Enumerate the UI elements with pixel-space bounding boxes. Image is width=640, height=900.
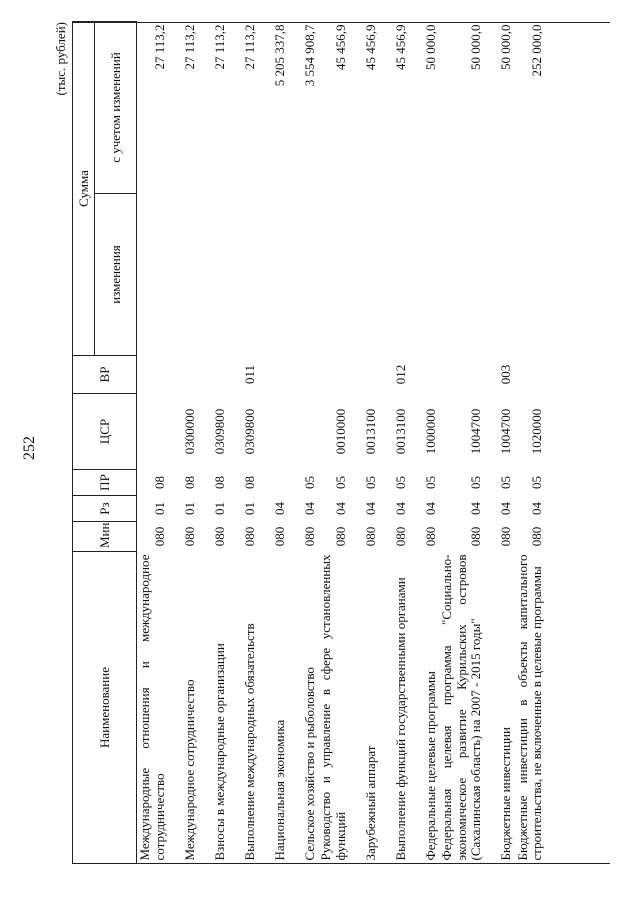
row-pr [258,470,288,496]
header-name: Наименование [73,552,137,864]
row-min: 080 [301,526,317,547]
header-with-change: с учетом изменений [95,22,137,194]
row-vr [258,356,288,394]
row-with-change: 50 000,0 [468,24,483,70]
row-rz: 04 [271,502,287,515]
row-with-change: 27 113,2 [241,24,257,70]
row-name: Взносы в международные организации [211,643,227,861]
row-csr: 0013100 [392,408,408,455]
row-vr: 012 [392,364,408,385]
row-min: 080 [362,526,378,547]
row-name: Зарубежный аппарат [362,745,378,861]
budget-table [72,21,546,864]
row-rz: 04 [332,502,348,515]
row-csr: 0010000 [332,408,348,455]
table-row [439,22,485,864]
row-change [409,194,439,356]
row-min: 080 [271,526,287,547]
header-rz: Рз [73,496,137,522]
row-vr [198,356,228,394]
table-row [515,22,546,864]
row-csr [288,394,318,470]
table-row [198,22,228,864]
row-min: 080 [468,526,483,547]
row-min: 080 [151,526,167,547]
row-rz: 04 [529,502,544,515]
row-with-change: 45 456,9 [392,24,408,70]
row-min: 080 [392,526,408,547]
row-name: Бюджетные инвестиции [498,727,513,861]
row-min: 080 [498,526,513,547]
row-rz: 04 [468,502,483,515]
row-csr: 0309800 [211,408,227,455]
row-pr: 05 [529,476,544,489]
row-with-change: 252 000,0 [529,24,544,77]
row-with-change: 3 554 908,7 [301,24,317,87]
row-csr: 0013100 [362,408,378,455]
row-vr [318,356,349,394]
header-min: Мин [73,522,137,552]
row-name: Руководство и управление в сфере установленных функций [318,554,348,861]
row-pr: 05 [392,476,408,489]
header-csr: ЦСР [73,394,137,470]
row-with-change: 50 000,0 [422,24,438,70]
row-with-change: 45 456,9 [362,24,378,70]
row-pr: 05 [301,476,317,489]
row-with-change: 27 113,2 [181,24,197,70]
row-vr: 003 [498,364,513,385]
table-row [228,22,258,864]
header-vr: ВР [73,356,137,394]
header-sum: Сумма [73,22,95,356]
row-change [439,194,485,356]
row-change [168,194,198,356]
row-vr [409,356,439,394]
row-pr: 05 [332,476,348,489]
row-rz: 01 [211,502,227,515]
row-vr: 011 [241,364,257,385]
row-rz: 01 [241,502,257,515]
row-rz: 04 [498,502,513,515]
row-name: Международное сотрудничество [181,679,197,861]
row-vr [439,356,485,394]
row-rz: 01 [181,502,197,515]
row-rz: 04 [392,502,408,515]
row-csr: 1000000 [422,408,438,455]
table-row [137,22,169,864]
row-csr: 0309800 [241,408,257,455]
table-row [318,22,349,864]
row-vr [137,356,169,394]
row-vr [515,356,546,394]
row-name: Международные отношения и международное сотрудничество [137,554,167,861]
row-change [198,194,228,356]
table-row [485,22,515,864]
row-rz: 04 [362,502,378,515]
row-pr: 05 [468,476,483,489]
row-csr [258,394,288,470]
row-with-change: 27 113,2 [151,24,167,70]
row-vr [288,356,318,394]
row-csr: 1004700 [498,408,513,455]
row-min: 080 [332,526,348,547]
row-change [228,194,258,356]
row-csr [137,394,169,470]
row-change [515,194,546,356]
table-row [258,22,288,864]
page-number: 252 [21,436,38,460]
row-rz: 04 [422,502,438,515]
row-with-change: 45 456,9 [332,24,348,70]
row-pr: 05 [362,476,378,489]
row-name: Бюджетные инвестиции в объекты капитального строительства, не включенные в целевые программы [514,554,544,861]
row-pr: 08 [151,476,167,489]
table-row [168,22,198,864]
row-csr: 0300000 [181,408,197,455]
row-pr: 05 [498,476,513,489]
row-name: Сельское хозяйство и рыболовство [301,667,317,861]
header-pr: ПР [73,470,137,496]
row-vr [349,356,379,394]
row-change [349,194,379,356]
row-vr [168,356,198,394]
row-min: 080 [181,526,197,547]
row-min: 080 [211,526,227,547]
row-change [258,194,288,356]
row-name: Федеральные целевые программы [422,671,438,861]
row-rz: 04 [301,502,317,515]
row-name: Выполнение международных обязательств [241,623,257,861]
row-change [318,194,349,356]
row-pr: 08 [181,476,197,489]
unit-note: (тыс. рублей) [53,22,68,96]
row-with-change: 27 113,2 [211,24,227,70]
row-pr: 05 [422,476,438,489]
row-change [379,194,409,356]
row-pr: 08 [211,476,227,489]
row-change [288,194,318,356]
row-name: Национальная экономика [271,719,287,861]
row-name: Федеральная целевая программа "Социально-экономическое развитие Курильских островов (Сахалинская область) на 2007 - 2015 годы" [439,554,483,861]
table-row [409,22,439,864]
row-csr: 1004700 [468,408,483,455]
row-min: 080 [241,526,257,547]
row-min: 080 [422,526,438,547]
row-csr: 1020000 [529,408,544,455]
row-change [485,194,515,356]
rotated-page-content [50,12,610,872]
row-change [137,194,169,356]
row-pr: 08 [241,476,257,489]
row-name: Выполнение функций государственными органами [392,577,408,861]
row-rz: 01 [151,502,167,515]
table-row [379,22,409,864]
table-row [288,22,318,864]
table-row [349,22,379,864]
row-min: 080 [529,526,544,547]
row-with-change: 50 000,0 [498,24,513,70]
header-change: изменения [95,194,137,356]
row-with-change: 5 205 337,8 [271,24,287,87]
